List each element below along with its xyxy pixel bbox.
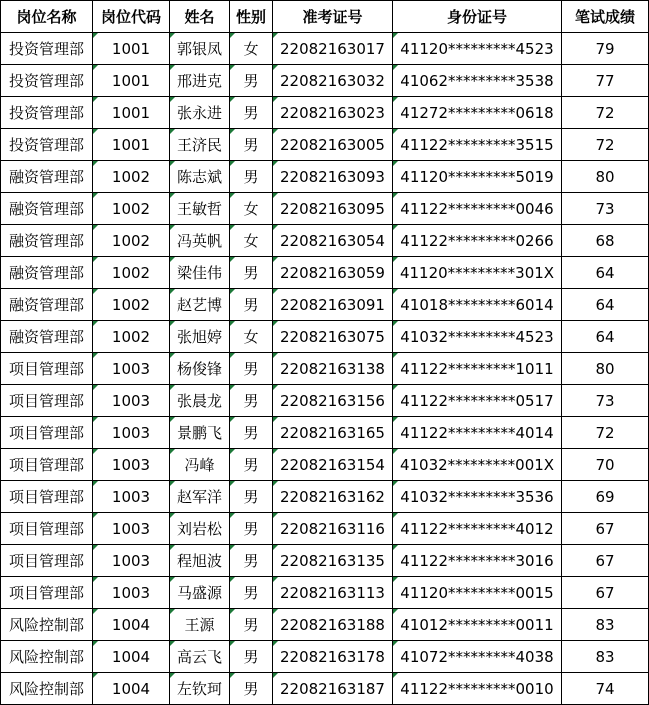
gender-cell: 男 xyxy=(230,417,273,449)
name-cell: 刘岩松 xyxy=(170,513,230,545)
written-score-cell: 73 xyxy=(562,385,649,417)
id-number-cell: 41122*********1011 xyxy=(393,353,562,385)
gender-cell: 女 xyxy=(230,33,273,65)
position-code-cell: 1003 xyxy=(93,513,170,545)
ticket-number-cell: 22082163093 xyxy=(273,161,393,193)
gender-cell: 男 xyxy=(230,481,273,513)
position-name-cell: 风险控制部 xyxy=(1,641,93,673)
ticket-number-cell: 22082163113 xyxy=(273,577,393,609)
gender-cell: 男 xyxy=(230,257,273,289)
ticket-number-cell: 22082163135 xyxy=(273,545,393,577)
position-code-cell: 1002 xyxy=(93,161,170,193)
table-header xyxy=(1,1,649,33)
position-code-cell: 1001 xyxy=(93,33,170,65)
position-code-cell: 1003 xyxy=(93,353,170,385)
name-cell: 冯峰 xyxy=(170,449,230,481)
position-code-cell: 1002 xyxy=(93,225,170,257)
position-name-cell: 项目管理部 xyxy=(1,545,93,577)
position-name-cell: 融资管理部 xyxy=(1,161,93,193)
table-row xyxy=(1,65,649,97)
gender-cell: 男 xyxy=(230,577,273,609)
position-code-cell: 1003 xyxy=(93,545,170,577)
id-number-cell: 41122*********0517 xyxy=(393,385,562,417)
position-code-cell: 1003 xyxy=(93,577,170,609)
ticket-number-cell: 22082163156 xyxy=(273,385,393,417)
id-number-cell: 41122*********4014 xyxy=(393,417,562,449)
position-code-cell: 1002 xyxy=(93,193,170,225)
position-code-cell: 1001 xyxy=(93,129,170,161)
id-number-cell: 41018*********6014 xyxy=(393,289,562,321)
header-name: 姓名 xyxy=(170,1,230,33)
written-score-cell: 79 xyxy=(562,33,649,65)
table-row xyxy=(1,641,649,673)
name-cell: 左钦珂 xyxy=(170,673,230,705)
position-code-cell: 1003 xyxy=(93,481,170,513)
id-number-cell: 41120*********4523 xyxy=(393,33,562,65)
written-score-cell: 83 xyxy=(562,641,649,673)
position-name-cell: 融资管理部 xyxy=(1,321,93,353)
position-name-cell: 项目管理部 xyxy=(1,417,93,449)
position-code-cell: 1002 xyxy=(93,257,170,289)
header-gender: 性别 xyxy=(230,1,273,33)
table-row xyxy=(1,545,649,577)
written-score-cell: 64 xyxy=(562,257,649,289)
table-row xyxy=(1,481,649,513)
position-name-cell: 项目管理部 xyxy=(1,385,93,417)
name-cell: 杨俊锋 xyxy=(170,353,230,385)
gender-cell: 男 xyxy=(230,673,273,705)
ticket-number-cell: 22082163165 xyxy=(273,417,393,449)
position-name-cell: 风险控制部 xyxy=(1,673,93,705)
gender-cell: 男 xyxy=(230,385,273,417)
position-code-cell: 1002 xyxy=(93,289,170,321)
position-code-cell: 1003 xyxy=(93,449,170,481)
position-code-cell: 1004 xyxy=(93,641,170,673)
position-code-cell: 1002 xyxy=(93,321,170,353)
written-score-cell: 68 xyxy=(562,225,649,257)
name-cell: 王源 xyxy=(170,609,230,641)
header-position-name: 岗位名称 xyxy=(1,1,93,33)
gender-cell: 男 xyxy=(230,129,273,161)
name-cell: 王敏哲 xyxy=(170,193,230,225)
position-code-cell: 1004 xyxy=(93,673,170,705)
position-name-cell: 融资管理部 xyxy=(1,225,93,257)
name-cell: 马盛源 xyxy=(170,577,230,609)
table-row xyxy=(1,513,649,545)
table-row xyxy=(1,161,649,193)
written-score-cell: 64 xyxy=(562,321,649,353)
written-score-cell: 77 xyxy=(562,65,649,97)
name-cell: 陈志斌 xyxy=(170,161,230,193)
header-ticket-number: 准考证号 xyxy=(273,1,393,33)
ticket-number-cell: 22082163188 xyxy=(273,609,393,641)
name-cell: 高云飞 xyxy=(170,641,230,673)
ticket-number-cell: 22082163054 xyxy=(273,225,393,257)
ticket-number-cell: 22082163032 xyxy=(273,65,393,97)
table-row xyxy=(1,33,649,65)
name-cell: 赵艺博 xyxy=(170,289,230,321)
ticket-number-cell: 22082163075 xyxy=(273,321,393,353)
id-number-cell: 41272*********0618 xyxy=(393,97,562,129)
position-name-cell: 融资管理部 xyxy=(1,289,93,321)
ticket-number-cell: 22082163059 xyxy=(273,257,393,289)
position-name-cell: 项目管理部 xyxy=(1,449,93,481)
gender-cell: 女 xyxy=(230,321,273,353)
gender-cell: 男 xyxy=(230,161,273,193)
position-name-cell: 项目管理部 xyxy=(1,481,93,513)
name-cell: 景鹏飞 xyxy=(170,417,230,449)
position-code-cell: 1004 xyxy=(93,609,170,641)
name-cell: 冯英帆 xyxy=(170,225,230,257)
table-row xyxy=(1,97,649,129)
position-name-cell: 投资管理部 xyxy=(1,97,93,129)
ticket-number-cell: 22082163138 xyxy=(273,353,393,385)
gender-cell: 女 xyxy=(230,193,273,225)
written-score-cell: 72 xyxy=(562,417,649,449)
written-score-cell: 67 xyxy=(562,577,649,609)
id-number-cell: 41072*********4038 xyxy=(393,641,562,673)
position-name-cell: 项目管理部 xyxy=(1,353,93,385)
name-cell: 张旭婷 xyxy=(170,321,230,353)
name-cell: 赵军洋 xyxy=(170,481,230,513)
name-cell: 张晨龙 xyxy=(170,385,230,417)
written-score-cell: 70 xyxy=(562,449,649,481)
name-cell: 程旭波 xyxy=(170,545,230,577)
table-row xyxy=(1,449,649,481)
id-number-cell: 41062*********3538 xyxy=(393,65,562,97)
table-body xyxy=(1,33,649,705)
id-number-cell: 41032*********4523 xyxy=(393,321,562,353)
header-row xyxy=(1,1,649,33)
id-number-cell: 41122*********0266 xyxy=(393,225,562,257)
position-name-cell: 投资管理部 xyxy=(1,33,93,65)
name-cell: 邢进克 xyxy=(170,65,230,97)
position-name-cell: 风险控制部 xyxy=(1,609,93,641)
position-code-cell: 1001 xyxy=(93,65,170,97)
written-score-cell: 83 xyxy=(562,609,649,641)
ticket-number-cell: 22082163162 xyxy=(273,481,393,513)
table-row xyxy=(1,225,649,257)
position-name-cell: 投资管理部 xyxy=(1,129,93,161)
written-score-cell: 72 xyxy=(562,129,649,161)
id-number-cell: 41032*********001X xyxy=(393,449,562,481)
name-cell: 郭银凤 xyxy=(170,33,230,65)
gender-cell: 女 xyxy=(230,225,273,257)
position-name-cell: 融资管理部 xyxy=(1,193,93,225)
table-row xyxy=(1,289,649,321)
id-number-cell: 41122*********3515 xyxy=(393,129,562,161)
written-score-cell: 67 xyxy=(562,513,649,545)
table-row xyxy=(1,353,649,385)
id-number-cell: 41120*********0015 xyxy=(393,577,562,609)
id-number-cell: 41122*********3016 xyxy=(393,545,562,577)
table-row xyxy=(1,193,649,225)
id-number-cell: 41120*********301X xyxy=(393,257,562,289)
gender-cell: 男 xyxy=(230,545,273,577)
table-row xyxy=(1,321,649,353)
position-name-cell: 投资管理部 xyxy=(1,65,93,97)
written-score-cell: 69 xyxy=(562,481,649,513)
written-score-cell: 67 xyxy=(562,545,649,577)
gender-cell: 男 xyxy=(230,289,273,321)
table-row xyxy=(1,257,649,289)
position-name-cell: 项目管理部 xyxy=(1,577,93,609)
written-score-cell: 74 xyxy=(562,673,649,705)
gender-cell: 男 xyxy=(230,353,273,385)
table-row xyxy=(1,577,649,609)
written-score-cell: 72 xyxy=(562,97,649,129)
ticket-number-cell: 22082163017 xyxy=(273,33,393,65)
id-number-cell: 41120*********5019 xyxy=(393,161,562,193)
name-cell: 王济民 xyxy=(170,129,230,161)
ticket-number-cell: 22082163095 xyxy=(273,193,393,225)
position-name-cell: 融资管理部 xyxy=(1,257,93,289)
position-code-cell: 1003 xyxy=(93,385,170,417)
gender-cell: 男 xyxy=(230,449,273,481)
table-row xyxy=(1,385,649,417)
table-row xyxy=(1,673,649,705)
id-number-cell: 41122*********0046 xyxy=(393,193,562,225)
written-score-cell: 64 xyxy=(562,289,649,321)
ticket-number-cell: 22082163187 xyxy=(273,673,393,705)
position-code-cell: 1003 xyxy=(93,417,170,449)
gender-cell: 男 xyxy=(230,513,273,545)
name-cell: 张永进 xyxy=(170,97,230,129)
id-number-cell: 41032*********3536 xyxy=(393,481,562,513)
id-number-cell: 41122*********0010 xyxy=(393,673,562,705)
ticket-number-cell: 22082163091 xyxy=(273,289,393,321)
written-score-cell: 80 xyxy=(562,161,649,193)
id-number-cell: 41012*********0011 xyxy=(393,609,562,641)
table-row xyxy=(1,129,649,161)
id-number-cell: 41122*********4012 xyxy=(393,513,562,545)
header-id-number: 身份证号 xyxy=(393,1,562,33)
header-written-score: 笔试成绩 xyxy=(562,1,649,33)
table-row xyxy=(1,417,649,449)
gender-cell: 男 xyxy=(230,65,273,97)
ticket-number-cell: 22082163116 xyxy=(273,513,393,545)
written-score-cell: 80 xyxy=(562,353,649,385)
position-code-cell: 1001 xyxy=(93,97,170,129)
header-position-code: 岗位代码 xyxy=(93,1,170,33)
position-name-cell: 项目管理部 xyxy=(1,513,93,545)
written-score-cell: 73 xyxy=(562,193,649,225)
ticket-number-cell: 22082163154 xyxy=(273,449,393,481)
ticket-number-cell: 22082163178 xyxy=(273,641,393,673)
name-cell: 梁佳伟 xyxy=(170,257,230,289)
ticket-number-cell: 22082163005 xyxy=(273,129,393,161)
ticket-number-cell: 22082163023 xyxy=(273,97,393,129)
table-row xyxy=(1,609,649,641)
gender-cell: 男 xyxy=(230,97,273,129)
gender-cell: 男 xyxy=(230,641,273,673)
gender-cell: 男 xyxy=(230,609,273,641)
